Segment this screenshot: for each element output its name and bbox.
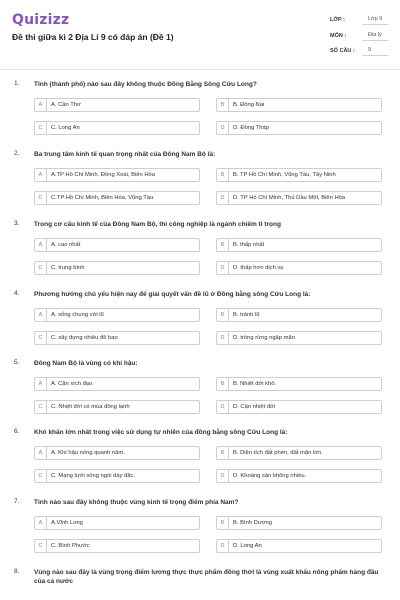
option-letter: D — [217, 122, 229, 134]
question-text: Tỉnh nào sau đây không thuộc vùng kinh tế trọng điểm phía Nam? — [34, 499, 239, 506]
quizizz-logo: Quizizz — [12, 12, 70, 28]
question-number: 1. — [14, 80, 20, 87]
option-letter: D — [217, 332, 229, 344]
option-text: B. Diện tích đất phèn, đất mặn lớn. — [233, 450, 323, 456]
option-letter: C — [35, 262, 47, 274]
option-text: A.Vĩnh Long — [51, 520, 83, 526]
option-c[interactable] — [34, 331, 200, 345]
option-letter: A — [35, 99, 47, 111]
question-number: 7. — [14, 498, 20, 505]
option-text: A. Cận xích đạo. — [51, 381, 94, 387]
question-number: 2. — [14, 150, 20, 157]
question-text: Ba trung tâm kinh tế quan trọng nhất của Đông Nam Bộ là: — [34, 151, 216, 158]
option-letter: A — [35, 169, 47, 181]
question-text: Vùng nào sau đây là vùng trọng điểm lương thực thực phẩm đồng thời là vùng xuất khẩu nông phẩm hàng đầu của cả nước — [34, 569, 379, 585]
question-text: Khó khăn lớn nhất trong việc sử dụng tự nhiên của đồng bằng sông Cửu Long là: — [34, 429, 288, 436]
option-a[interactable] — [34, 308, 200, 322]
option-text: C. Mạng lưới sông ngòi dày đặc. — [51, 473, 136, 479]
option-letter: D — [217, 470, 229, 482]
option-text: C. xây dựng nhiều đê bao — [51, 335, 118, 341]
option-text: B. Đồng Nai — [233, 102, 265, 108]
question-count-label: SỐ CÂU : — [330, 48, 355, 54]
option-text: A. Khí hậu nóng quanh năm. — [51, 450, 125, 456]
option-text: C. Nhiệt đới có mùa đông lạnh — [51, 404, 130, 410]
option-a[interactable] — [34, 98, 200, 112]
option-letter: B — [217, 99, 229, 111]
option-d[interactable] — [216, 261, 382, 275]
option-text: D. Khoáng sản không nhiều. — [233, 473, 307, 479]
option-letter: B — [217, 309, 229, 321]
option-text: C. Long An — [51, 125, 80, 131]
option-text: B. tránh lũ — [233, 312, 260, 318]
option-text: D. trồng rừng ngập mặn — [233, 335, 295, 341]
option-c[interactable] — [34, 469, 200, 483]
option-c[interactable] — [34, 539, 200, 553]
worksheet-title: Đề thi giữa kì 2 Địa Lí 9 có đáp án (Đề 1) — [12, 32, 174, 42]
class-value: Lớp 9 — [362, 14, 388, 25]
option-c[interactable] — [34, 191, 200, 205]
question-number: 4. — [14, 290, 20, 297]
option-text: A.TP Hồ Chí Minh, Đồng Xoài, Biên Hòa — [51, 172, 155, 178]
option-letter: B — [217, 239, 229, 251]
subject-label: MÔN : — [330, 33, 347, 39]
option-b[interactable] — [216, 446, 382, 460]
worksheet-header — [0, 0, 400, 70]
class-label: LỚP : — [330, 17, 345, 23]
option-b[interactable] — [216, 308, 382, 322]
option-b[interactable] — [216, 238, 382, 252]
option-a[interactable] — [34, 516, 200, 530]
option-letter: D — [217, 262, 229, 274]
option-letter: D — [217, 192, 229, 204]
question-number: 5. — [14, 359, 20, 366]
option-letter: B — [217, 517, 229, 529]
option-d[interactable] — [216, 400, 382, 414]
option-text: B. thấp nhất — [233, 242, 265, 248]
option-b[interactable] — [216, 168, 382, 182]
option-text: C.TP Hồ Chí Minh, Biên Hòa, Vũng Tàu — [51, 195, 154, 201]
option-letter: B — [217, 447, 229, 459]
option-letter: C — [35, 192, 47, 204]
option-text: D. Long An — [233, 543, 262, 549]
option-letter: C — [35, 401, 47, 413]
question-text: Tỉnh (thành phố) nào sau đây không thuộc Đồng Bằng Sông Cửu Long? — [34, 81, 257, 88]
option-b[interactable] — [216, 377, 382, 391]
question-text: Đông Nam Bộ là vùng có khí hậu: — [34, 360, 138, 367]
option-c[interactable] — [34, 261, 200, 275]
option-a[interactable] — [34, 446, 200, 460]
option-text: D. TP Hồ Chí Minh, Thủ Dầu Một, Biên Hòa — [233, 195, 346, 201]
option-text: D. Đồng Tháp — [233, 125, 269, 131]
option-letter: C — [35, 470, 47, 482]
option-letter: B — [217, 378, 229, 390]
option-a[interactable] — [34, 377, 200, 391]
option-d[interactable] — [216, 469, 382, 483]
option-d[interactable] — [216, 331, 382, 345]
question-number: 8. — [14, 568, 20, 575]
option-letter: C — [35, 122, 47, 134]
option-text: A. cao nhất — [51, 242, 81, 248]
option-text: A. Cần Thơ — [51, 102, 81, 108]
option-letter: A — [35, 517, 47, 529]
option-text: C. Bình Phước — [51, 543, 90, 549]
option-letter: A — [35, 309, 47, 321]
option-letter: A — [35, 378, 47, 390]
option-letter: B — [217, 169, 229, 181]
option-a[interactable] — [34, 168, 200, 182]
option-text: A. sống chung với lũ — [51, 312, 104, 318]
option-letter: C — [35, 540, 47, 552]
option-letter: A — [35, 447, 47, 459]
question-number: 3. — [14, 220, 20, 227]
option-d[interactable] — [216, 121, 382, 135]
subject-value: Địa lý — [362, 30, 388, 41]
option-text: B. Nhiệt đới khô. — [233, 381, 277, 387]
option-text: B. TP Hồ Chí Minh, Vũng Tàu, Tây Ninh — [233, 172, 336, 178]
option-text: C. trung bình — [51, 265, 85, 271]
option-letter: A — [35, 239, 47, 251]
question-number: 6. — [14, 428, 20, 435]
option-text: D. Cận nhiệt đới — [233, 404, 276, 410]
question-text: Trong cơ cấu kinh tế của Đông Nam Bộ, thì công nghiệp là ngành chiếm tỉ trọng — [34, 221, 281, 228]
option-a[interactable] — [34, 238, 200, 252]
option-b[interactable] — [216, 516, 382, 530]
option-d[interactable] — [216, 539, 382, 553]
option-c[interactable] — [34, 400, 200, 414]
option-letter: D — [217, 401, 229, 413]
option-text: B. Bình Dương — [233, 520, 272, 526]
option-letter: D — [217, 540, 229, 552]
option-text: D. thấp hơn dịch vụ — [233, 265, 284, 271]
option-letter: C — [35, 332, 47, 344]
question-count-value: 9 — [362, 45, 388, 56]
option-d[interactable] — [216, 191, 382, 205]
option-b[interactable] — [216, 98, 382, 112]
question-text: Phương hướng chủ yếu hiện nay để giải quyết vấn đề lũ ở Đồng bằng sông Cửu Long là: — [34, 291, 311, 298]
option-c[interactable] — [34, 121, 200, 135]
